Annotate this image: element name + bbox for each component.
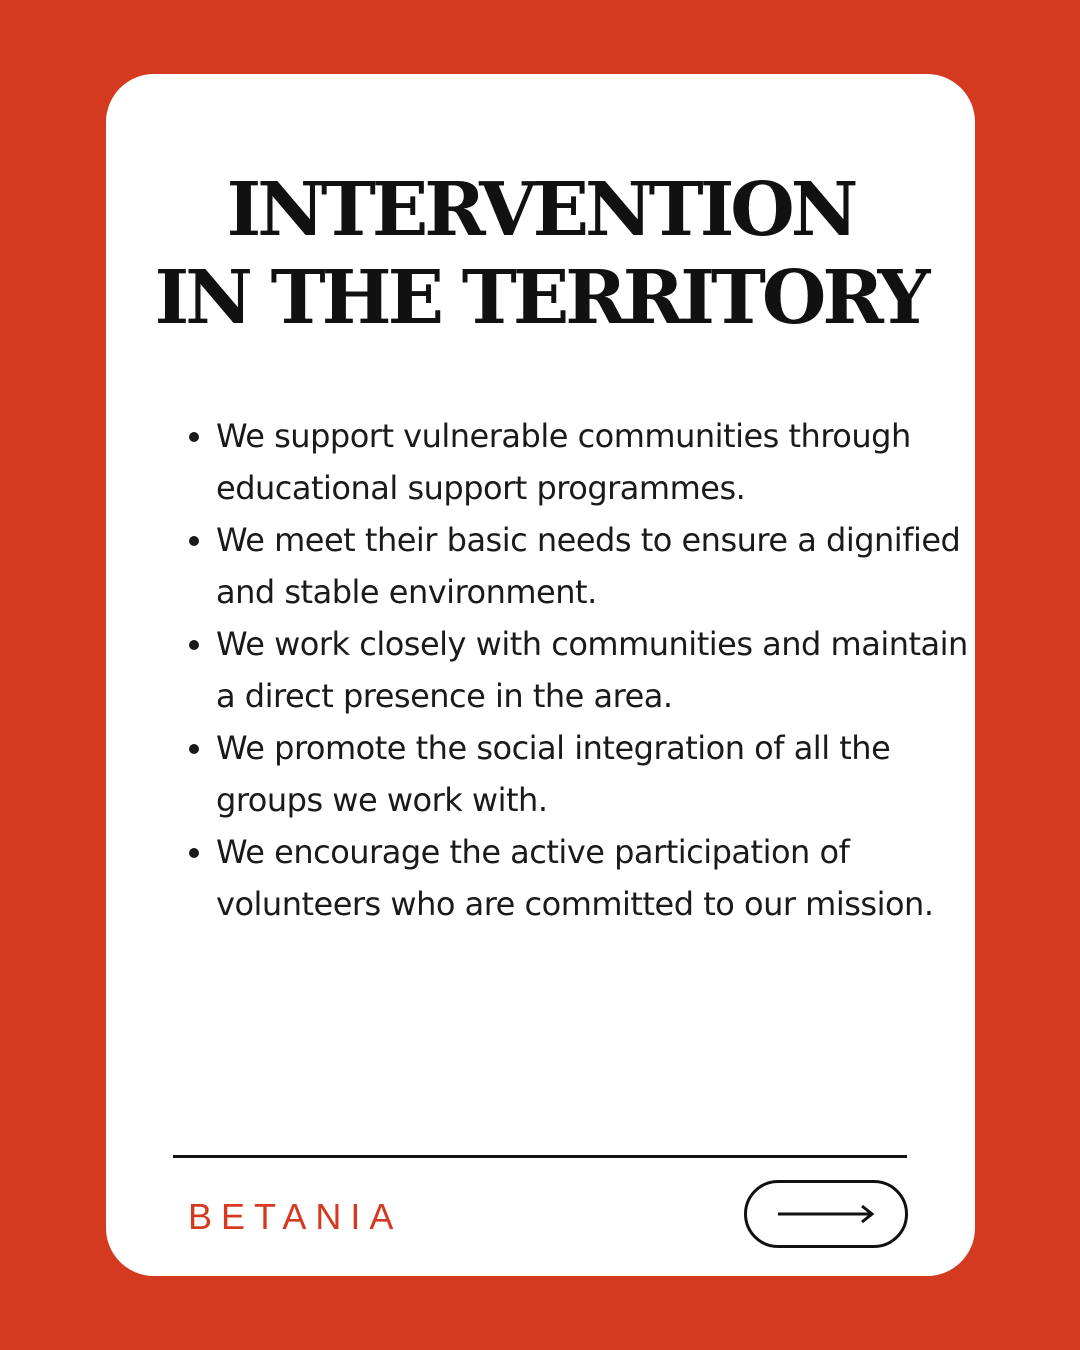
list-item: • We meet their basic needs to ensure a dignified and stable environment. xyxy=(216,514,976,618)
title-line-2: IN THE TERRITORY xyxy=(154,255,927,341)
list-item: • We encourage the active participation of volunteers who are committed to our mission. xyxy=(216,826,976,930)
page-title xyxy=(106,166,975,342)
title-line-1: INTERVENTION xyxy=(226,167,855,253)
brand-logo: BETANIA xyxy=(188,1196,403,1237)
arrow-right-icon xyxy=(778,1203,876,1225)
content-card xyxy=(106,74,975,1276)
list-item: • We promote the social integration of all the groups we work with. xyxy=(216,722,976,826)
next-button[interactable] xyxy=(744,1180,908,1248)
list-item: • We work closely with communities and maintain a direct presence in the area. xyxy=(216,618,976,722)
list-item: • We support vulnerable communities through educational support programmes. xyxy=(216,410,976,514)
footer-divider xyxy=(173,1155,907,1158)
intervention-list xyxy=(186,410,976,930)
